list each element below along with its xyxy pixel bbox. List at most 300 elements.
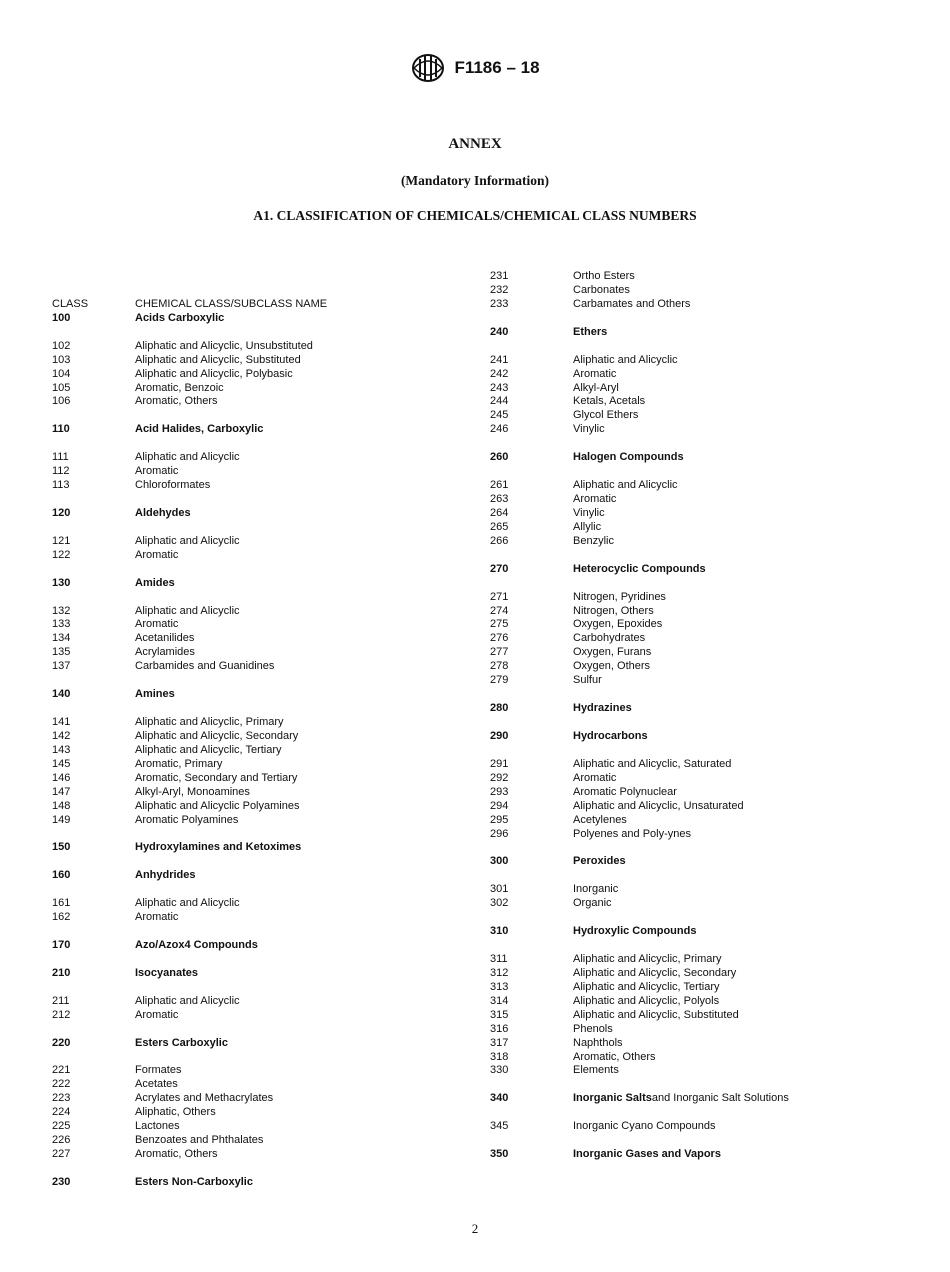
subclass-row [490,591,910,605]
class-number: 133 [52,618,71,631]
subclass-row [52,730,472,744]
class-name: Acid Halides, Carboxylic [135,423,264,436]
subclass-row [52,897,472,911]
class-name: Aliphatic and Alicyclic [135,604,240,617]
class-number: 275 [490,618,509,631]
subclass-row [52,479,472,493]
class-number: 135 [52,646,71,659]
subclass-row [52,995,472,1009]
row-gap [490,340,910,354]
subclass-row [52,786,472,800]
class-number: 340 [490,1092,509,1105]
right-class-list [490,270,910,1162]
class-name: Aliphatic and Alicyclic, Unsaturated [573,799,744,812]
class-name: Polyenes and Poly-ynes [573,827,692,840]
subclass-row [52,368,472,382]
class-number: 112 [52,465,70,478]
row-gap [52,855,472,869]
class-name: Acids Carboxylic [135,311,225,324]
subclass-row [490,632,910,646]
class-name: Acetanilides [135,632,195,645]
class-heading-row [490,925,910,939]
subclass-row [490,535,910,549]
subclass-row [52,660,472,674]
class-number: 244 [490,395,509,408]
class-name: Carbohydrates [573,632,646,645]
subclass-row [52,1134,472,1148]
row-gap [52,702,472,716]
class-name: Hydrazines [573,702,632,715]
class-number: 276 [490,632,509,645]
row-gap [52,326,472,340]
subclass-row [490,354,910,368]
class-number: 142 [52,729,71,742]
subclass-row [52,911,472,925]
subclass-row [52,1064,472,1078]
class-number: 264 [490,506,509,519]
class-name: Acrylates and Methacrylates [135,1092,274,1105]
subclass-row [490,967,910,981]
subclass-row [52,814,472,828]
class-name: Azo/Azox4 Compounds [135,939,258,952]
class-heading-row [52,423,472,437]
class-name: Phenols [573,1022,613,1035]
class-number: 350 [490,1148,509,1161]
class-name: Aromatic [135,618,179,631]
class-name: Hydroxylamines and Ketoximes [135,841,302,854]
class-name: Aliphatic and Alicyclic, Substituted [135,353,301,366]
class-number: 137 [52,660,71,673]
class-number: 223 [52,1092,71,1105]
subclass-row [490,479,910,493]
row-gap [490,1078,910,1092]
right-column [490,270,910,1162]
row-gap [52,563,472,577]
class-name: Amides [135,576,175,589]
class-number: 313 [490,980,509,993]
class-name: Aliphatic and Alicyclic, Polyols [573,994,720,1007]
row-gap [52,493,472,507]
row-gap [52,591,472,605]
class-number: 316 [490,1022,509,1035]
class-name: Aliphatic and Alicyclic, Secondary [573,966,737,979]
class-name: Aliphatic and Alicyclic, Saturated [573,757,732,770]
row-gap [52,1023,472,1037]
row-gap [490,688,910,702]
class-name-suffix: and Inorganic Salt Solutions [651,1092,789,1105]
class-number: 226 [52,1134,71,1147]
page-number: 2 [471,1221,479,1236]
name-column-header: CHEMICAL CLASS/SUBCLASS NAME [135,297,328,310]
class-number: 122 [52,548,71,561]
subclass-row [490,382,910,396]
class-name: Heterocyclic Compounds [573,562,706,575]
row-gap [490,549,910,563]
class-name: Aromatic [135,911,179,924]
class-number: 280 [490,702,509,715]
class-name: Aliphatic and Alicyclic [135,451,240,464]
class-number: 130 [52,576,71,589]
class-heading-row [52,1176,472,1190]
class-heading-row [52,869,472,883]
column-header-row [52,298,472,312]
class-name: Aliphatic and Alicyclic [573,353,678,366]
subclass-row [490,800,910,814]
class-name: Aliphatic and Alicyclic Polyamines [135,799,300,812]
class-name: Acetylenes [573,813,627,826]
class-name: Aliphatic and Alicyclic, Secondary [135,729,299,742]
subclass-row [490,953,910,967]
class-heading-row [52,841,472,855]
subclass-row [490,270,910,284]
row-gap [52,409,472,423]
class-number: 302 [490,897,509,910]
subclass-row [52,535,472,549]
subclass-row [490,897,910,911]
subclass-row [490,1120,910,1134]
left-column [52,270,472,1190]
left-class-list [52,312,472,1190]
subclass-row [52,632,472,646]
row-gap [52,521,472,535]
subclass-row [490,521,910,535]
class-heading-row [490,563,910,577]
class-number: 265 [490,520,509,533]
astm-logo-icon [410,52,446,84]
class-number: 232 [490,283,509,296]
class-number: 230 [52,1175,71,1188]
class-heading-row [490,1148,910,1162]
class-heading-row [52,688,472,702]
class-name: Aliphatic and Alicyclic [135,994,240,1007]
class-number: 143 [52,743,71,756]
class-number: 295 [490,813,509,826]
class-number: 103 [52,353,71,366]
class-name: Aromatic Polynuclear [573,785,677,798]
class-heading-row [490,855,910,869]
annex-title: ANNEX [448,136,502,152]
class-name: Aromatic, Others [573,1050,656,1063]
class-name: Aromatic, Primary [135,757,223,770]
class-name: Ketals, Acetals [573,395,646,408]
row-gap [52,883,472,897]
subclass-row [52,716,472,730]
subclass-row [490,1051,910,1065]
row-gap [490,744,910,758]
class-number: 224 [52,1106,71,1119]
subclass-row [490,493,910,507]
section-heading: A1. CLASSIFICATION OF CHEMICALS/CHEMICAL CLASS NUMBERS [253,208,697,223]
subclass-row [52,1148,472,1162]
subclass-row [52,646,472,660]
class-name: Formates [135,1064,182,1077]
class-name: Halogen Compounds [573,451,684,464]
class-number: 243 [490,381,509,394]
class-name: Organic [573,897,612,910]
subclass-row [52,1106,472,1120]
subclass-row [52,1092,472,1106]
class-number: 277 [490,646,509,659]
row-gap [52,953,472,967]
class-name: Aliphatic and Alicyclic, Substituted [573,1008,739,1021]
class-number: 246 [490,423,509,436]
class-number: 160 [52,869,71,882]
header-spacer [52,270,472,298]
class-name: Aldehydes [135,506,191,519]
class-name: Carbamates and Others [573,297,691,310]
class-number: 120 [52,506,71,519]
class-name: Aliphatic and Alicyclic, Tertiary [573,980,720,993]
class-name: Alkyl-Aryl [573,381,619,394]
row-gap [490,841,910,855]
row-gap [52,828,472,842]
class-number: 242 [490,367,509,380]
class-number: 111 [52,451,69,464]
row-gap [490,1134,910,1148]
class-name: Aromatic Polyamines [135,813,239,826]
row-gap [52,925,472,939]
row-gap [490,1106,910,1120]
class-number: 294 [490,799,509,812]
subclass-row [490,814,910,828]
class-name: Inorganic Cyano Compounds [573,1120,716,1133]
subclass-row [490,423,910,437]
class-name: Aliphatic and Alicyclic [135,534,240,547]
class-name: Vinylic [573,506,605,519]
class-number: 270 [490,562,509,575]
class-name: Esters Non-Carboxylic [135,1175,253,1188]
class-number: 225 [52,1120,71,1133]
class-name: Hydroxylic Compounds [573,925,697,938]
subclass-row [490,828,910,842]
class-heading-row [52,577,472,591]
row-gap [490,911,910,925]
row-gap [52,1051,472,1065]
class-name: Oxygen, Furans [573,646,652,659]
subclass-row [490,660,910,674]
class-number: 291 [490,757,509,770]
class-number: 150 [52,841,71,854]
subclass-row [490,1009,910,1023]
class-number: 132 [52,604,71,617]
page-header [0,52,950,84]
subclass-row [52,382,472,396]
class-name: Sulfur [573,674,602,687]
class-number: 290 [490,729,509,742]
class-name: Vinylic [573,423,605,436]
class-name: Aliphatic and Alicyclic, Primary [135,716,284,729]
class-number: 312 [490,966,509,979]
class-name: Aliphatic and Alicyclic, Polybasic [135,367,293,380]
class-number: 220 [52,1036,71,1049]
class-name: Isocyanates [135,966,198,979]
subclass-row [490,1064,910,1078]
class-number: 310 [490,925,509,938]
subclass-row [490,618,910,632]
class-name: Aliphatic and Alicyclic, Tertiary [135,743,282,756]
class-number: 266 [490,534,509,547]
class-number: 292 [490,771,509,784]
subclass-row [52,744,472,758]
class-name: Nitrogen, Others [573,604,654,617]
class-number: 330 [490,1064,509,1077]
class-heading-row [490,730,910,744]
mandatory-subtitle: (Mandatory Information) [400,173,550,188]
class-name: Benzoates and Phthalates [135,1134,264,1147]
class-name: Chloroformates [135,479,211,492]
class-name: Esters Carboxylic [135,1036,228,1049]
class-heading-row [52,507,472,521]
class-number: 245 [490,409,509,422]
row-gap [490,869,910,883]
class-number: 146 [52,771,71,784]
class-number: 293 [490,785,509,798]
subclass-row [490,1023,910,1037]
class-name: Alkyl-Aryl, Monoamines [135,785,250,798]
class-name: Aromatic [135,465,179,478]
subclass-row [490,674,910,688]
class-name: Naphthols [573,1036,623,1049]
class-number: 345 [490,1120,509,1133]
class-name: Aromatic [573,493,617,505]
class-number: 300 [490,855,509,868]
class-heading-row [490,326,910,340]
class-number: 106 [52,395,71,408]
class-name: Inorganic [573,883,619,896]
class-name: Carbonates [573,283,630,296]
class-number: 261 [490,479,509,492]
class-number: 104 [52,367,71,380]
class-name: Aliphatic and Alicyclic [573,479,678,492]
subclass-row [490,786,910,800]
class-number: 170 [52,939,71,952]
class-name: Aromatic [573,771,617,784]
class-number: 221 [52,1064,71,1077]
subclass-row [490,395,910,409]
class-number: 240 [490,325,509,338]
subclass-row [490,284,910,298]
class-name: Aromatic, Others [135,1148,218,1161]
class-number: 210 [52,966,71,979]
class-number: 233 [490,297,509,310]
row-gap [490,577,910,591]
subclass-row [490,646,910,660]
class-name: Oxygen, Others [573,660,651,673]
class-name: Hydrocarbons [573,729,648,742]
class-number: 113 [52,479,70,492]
class-name: Ortho Esters [573,270,635,282]
subclass-row [52,1009,472,1023]
class-name: Aromatic, Others [135,395,218,408]
class-column-header: CLASS [52,297,89,310]
subclass-row [52,465,472,479]
class-name: Lactones [135,1120,180,1133]
class-number: 260 [490,451,509,464]
subclass-row [490,409,910,423]
row-gap [490,312,910,326]
class-number: 317 [490,1036,509,1049]
class-number: 278 [490,660,509,673]
class-number: 105 [52,381,71,394]
class-number: 145 [52,757,71,770]
class-heading-row [52,939,472,953]
row-gap [52,981,472,995]
class-number: 211 [52,994,70,1007]
document-id: F1186 – 18 [454,58,540,77]
class-number: 231 [490,270,509,282]
class-number: 148 [52,799,71,812]
class-number: 296 [490,827,509,840]
class-number: 271 [490,590,509,603]
class-number: 141 [52,716,71,729]
class-name: Peroxides [573,855,626,868]
subclass-row [52,758,472,772]
class-name: Anhydrides [135,869,196,882]
subclass-row [52,605,472,619]
subclass-row [490,368,910,382]
class-name: Benzylic [573,534,614,547]
class-name: Aliphatic, Others [135,1106,216,1119]
class-name: Aliphatic and Alicyclic, Unsubstituted [135,339,313,352]
row-gap [490,437,910,451]
class-number: 147 [52,785,71,798]
subclass-row [490,772,910,786]
subclass-row [490,605,910,619]
subclass-row [52,395,472,409]
subclass-row [52,451,472,465]
class-name: Aromatic [135,1008,179,1021]
class-name: Ethers [573,325,608,338]
class-number: 315 [490,1008,509,1021]
class-name: Nitrogen, Pyridines [573,590,666,603]
class-name: Aromatic, Benzoic [135,381,224,394]
subclass-row [490,507,910,521]
subclass-row [490,883,910,897]
class-name: Glycol Ethers [573,409,639,422]
class-number: 311 [490,952,508,965]
class-number: 121 [52,534,71,547]
row-gap [490,716,910,730]
class-number: 279 [490,674,509,687]
row-gap [52,674,472,688]
class-number: 263 [490,493,509,505]
class-name: Acrylamides [135,646,195,659]
class-name: Aliphatic and Alicyclic [135,897,240,910]
subclass-row [52,354,472,368]
class-heading-row [52,312,472,326]
class-number: 274 [490,604,509,617]
class-number: 149 [52,813,71,826]
class-name: Aliphatic and Alicyclic, Primary [573,952,722,965]
class-number: 222 [52,1078,71,1091]
class-heading-row [490,702,910,716]
class-number: 227 [52,1148,71,1161]
class-number: 100 [52,311,71,324]
class-number: 161 [52,897,71,910]
subclass-row [52,340,472,354]
class-number: 162 [52,911,71,924]
class-number: 110 [52,423,70,436]
subclass-row [490,981,910,995]
class-name: Oxygen, Epoxides [573,618,663,631]
subclass-row [52,800,472,814]
class-name: Amines [135,688,175,701]
class-name: Elements [573,1064,619,1077]
class-name: Aromatic [135,548,179,561]
subclass-row [490,1037,910,1051]
subclass-row [490,758,910,772]
subclass-row [52,549,472,563]
